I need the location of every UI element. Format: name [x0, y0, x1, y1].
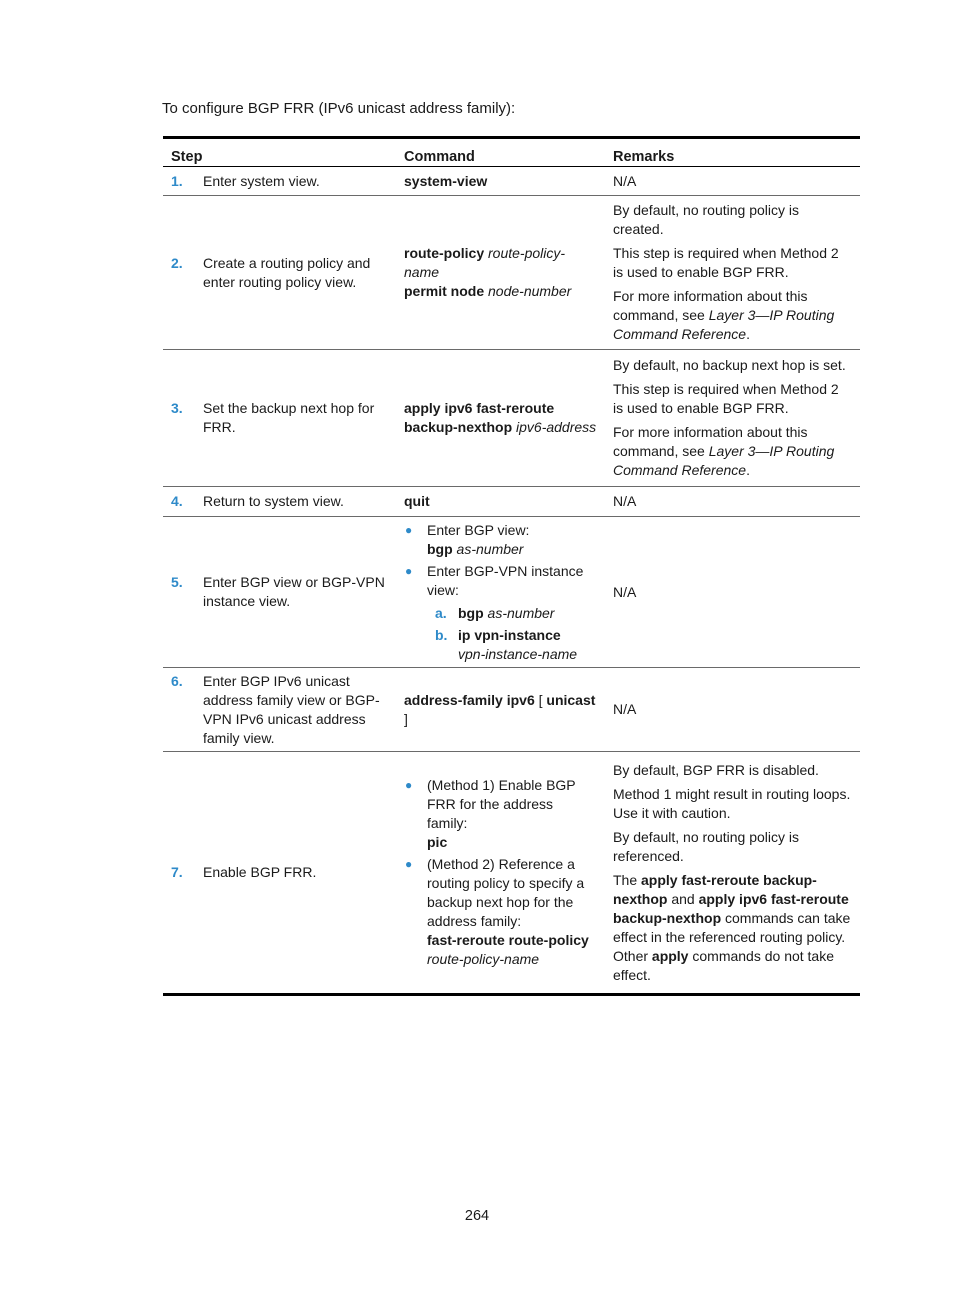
remark-text: This step is required when Method 2 is used to enable BGP FRR.	[613, 245, 839, 280]
header-remarks: Remarks	[605, 138, 860, 167]
command-keyword: ip vpn-instance	[458, 626, 561, 643]
bullet-icon: ●	[405, 522, 413, 537]
remark-text: commands do not take effect.	[613, 947, 835, 983]
remarks-cell	[605, 668, 860, 752]
command-keyword: fast-reroute route-policy	[427, 932, 589, 948]
list-item	[427, 626, 597, 664]
bullet-text: Enter BGP-VPN instance view:	[427, 562, 584, 598]
step-text: Return to system view.	[203, 493, 344, 509]
bullet-text: (Method 2) Reference a routing policy to specify a backup next hop for the address family:	[427, 856, 585, 929]
command-cell	[396, 167, 605, 196]
remark-text: N/A	[613, 583, 637, 600]
remark-text: By default, no routing policy is created.	[613, 202, 799, 237]
header-command: Command	[396, 138, 605, 167]
remark-text: N/A	[613, 493, 637, 509]
remark-text: N/A	[613, 172, 637, 189]
remark-text: commands can take effect in the referenced routing policy. Other	[613, 909, 851, 964]
remark-text: By default, no routing policy is referenced.	[613, 828, 799, 864]
command-argument: route-policy-name	[404, 245, 566, 280]
command-keyword: pic	[427, 834, 448, 850]
remark-text: By default, no backup next hop is set.	[613, 357, 846, 373]
command-argument: route-policy-name	[427, 951, 540, 967]
remark-text: N/A	[613, 701, 637, 717]
table-row	[163, 752, 860, 995]
command-argument: as-number	[456, 540, 524, 557]
remark-reference	[613, 287, 852, 344]
step-text: Enter system view.	[203, 172, 320, 189]
command-cell	[396, 752, 605, 995]
bullet-icon: ●	[405, 563, 413, 578]
list-item	[427, 604, 597, 623]
remark-reference	[613, 423, 852, 480]
command-keyword: apply fast-reroute backup-nexthop	[613, 871, 817, 907]
sub-step-letter: a.	[435, 604, 447, 621]
bullet-text: (Method 1) Enable BGP FRR for the address family:	[427, 777, 576, 831]
table-row	[163, 517, 860, 668]
remark-text: The	[613, 871, 642, 888]
remark-text: .	[746, 462, 750, 478]
bullet-text: Enter BGP view:	[427, 521, 530, 538]
remarks-cell	[605, 350, 860, 487]
command-argument: ipv6-address	[516, 419, 597, 435]
step-cell	[163, 517, 396, 668]
command-cell	[396, 196, 605, 350]
command-cell	[396, 668, 605, 752]
remark-text: .	[746, 326, 750, 342]
command-argument: as-number	[487, 604, 555, 621]
step-text: Set the backup next hop for FRR.	[203, 400, 375, 435]
step-cell	[163, 196, 396, 350]
remarks-cell	[605, 517, 860, 668]
step-text: Create a routing policy and enter routing policy view.	[203, 254, 371, 290]
command-keyword: unicast	[546, 691, 596, 708]
bullet-icon: ●	[405, 857, 413, 871]
command-keyword: system-view	[404, 172, 488, 189]
remark-text: and	[667, 890, 699, 907]
command-keyword: bgp	[458, 604, 484, 621]
remark-text: Method 1 might result in routing loops. Use it with caution.	[613, 785, 851, 821]
command-keyword: apply ipv6 fast-reroute backup-nexthop	[613, 890, 849, 926]
command-cell	[396, 487, 605, 517]
command-cell	[396, 517, 605, 668]
step-cell	[163, 752, 396, 995]
step-number: 4.	[171, 493, 183, 509]
command-keyword: backup-nexthop	[404, 419, 513, 435]
manual-reference: Layer 3—IP Routing Command Reference	[613, 443, 835, 478]
command-argument: vpn-instance-name	[458, 645, 578, 662]
remark-text: For more information about this command, see	[613, 424, 808, 459]
table-row	[163, 487, 860, 517]
command-syntax: ]	[404, 710, 408, 727]
step-text: Enter BGP view or BGP-VPN instance view.	[203, 574, 385, 609]
step-text: Enable BGP FRR.	[203, 864, 317, 880]
table-row	[163, 196, 860, 350]
intro-text: To configure BGP FRR (IPv6 unicast address family):	[162, 100, 516, 117]
command-syntax: [	[534, 691, 547, 708]
command-keyword: permit node	[404, 283, 485, 299]
step-number: 3.	[171, 400, 183, 416]
config-table	[163, 136, 860, 996]
remarks-cell	[605, 167, 860, 196]
table-row	[163, 167, 860, 196]
command-keyword: quit	[404, 493, 430, 509]
list-item	[404, 562, 597, 664]
step-cell	[163, 350, 396, 487]
remarks-cell	[605, 196, 860, 350]
sub-step-letter: b.	[435, 626, 448, 643]
remark-text: This step is required when Method 2 is used to enable BGP FRR.	[613, 381, 839, 416]
list-item	[404, 521, 597, 559]
step-cell	[163, 167, 396, 196]
sub-step-list	[427, 604, 597, 664]
list-item	[404, 776, 597, 852]
header-step: Step	[163, 138, 396, 167]
remarks-cell	[605, 752, 860, 995]
command-keyword: apply	[651, 947, 689, 964]
step-number: 5.	[171, 574, 183, 590]
bullet-icon: ●	[405, 778, 413, 792]
command-bullet-list	[404, 521, 597, 664]
table-header-row	[163, 138, 860, 167]
step-number: 7.	[171, 864, 183, 880]
step-text: Enter BGP IPv6 unicast address family view or BGP-VPN IPv6 unicast address family view.	[203, 672, 380, 746]
remark-text: For more information about this command, see	[613, 288, 808, 323]
table-row	[163, 668, 860, 752]
step-number: 6.	[171, 672, 183, 689]
remarks-cell	[605, 487, 860, 517]
step-cell	[163, 487, 396, 517]
manual-reference: Layer 3—IP Routing Command Reference	[613, 307, 835, 342]
step-number: 2.	[171, 254, 183, 271]
list-item	[404, 855, 597, 969]
command-keyword: address-family ipv6	[404, 691, 535, 708]
command-argument: node-number	[488, 283, 572, 299]
command-keyword: bgp	[427, 540, 453, 557]
remark-paragraph	[613, 871, 852, 985]
step-cell	[163, 668, 396, 752]
command-keyword: route-policy	[404, 245, 485, 261]
command-bullet-list	[404, 776, 597, 969]
step-number: 1.	[171, 172, 183, 189]
command-cell	[396, 350, 605, 487]
table-row	[163, 350, 860, 487]
page-number: 264	[464, 1208, 490, 1224]
command-keyword: apply ipv6 fast-reroute	[404, 400, 555, 416]
remark-text: By default, BGP FRR is disabled.	[613, 761, 819, 778]
